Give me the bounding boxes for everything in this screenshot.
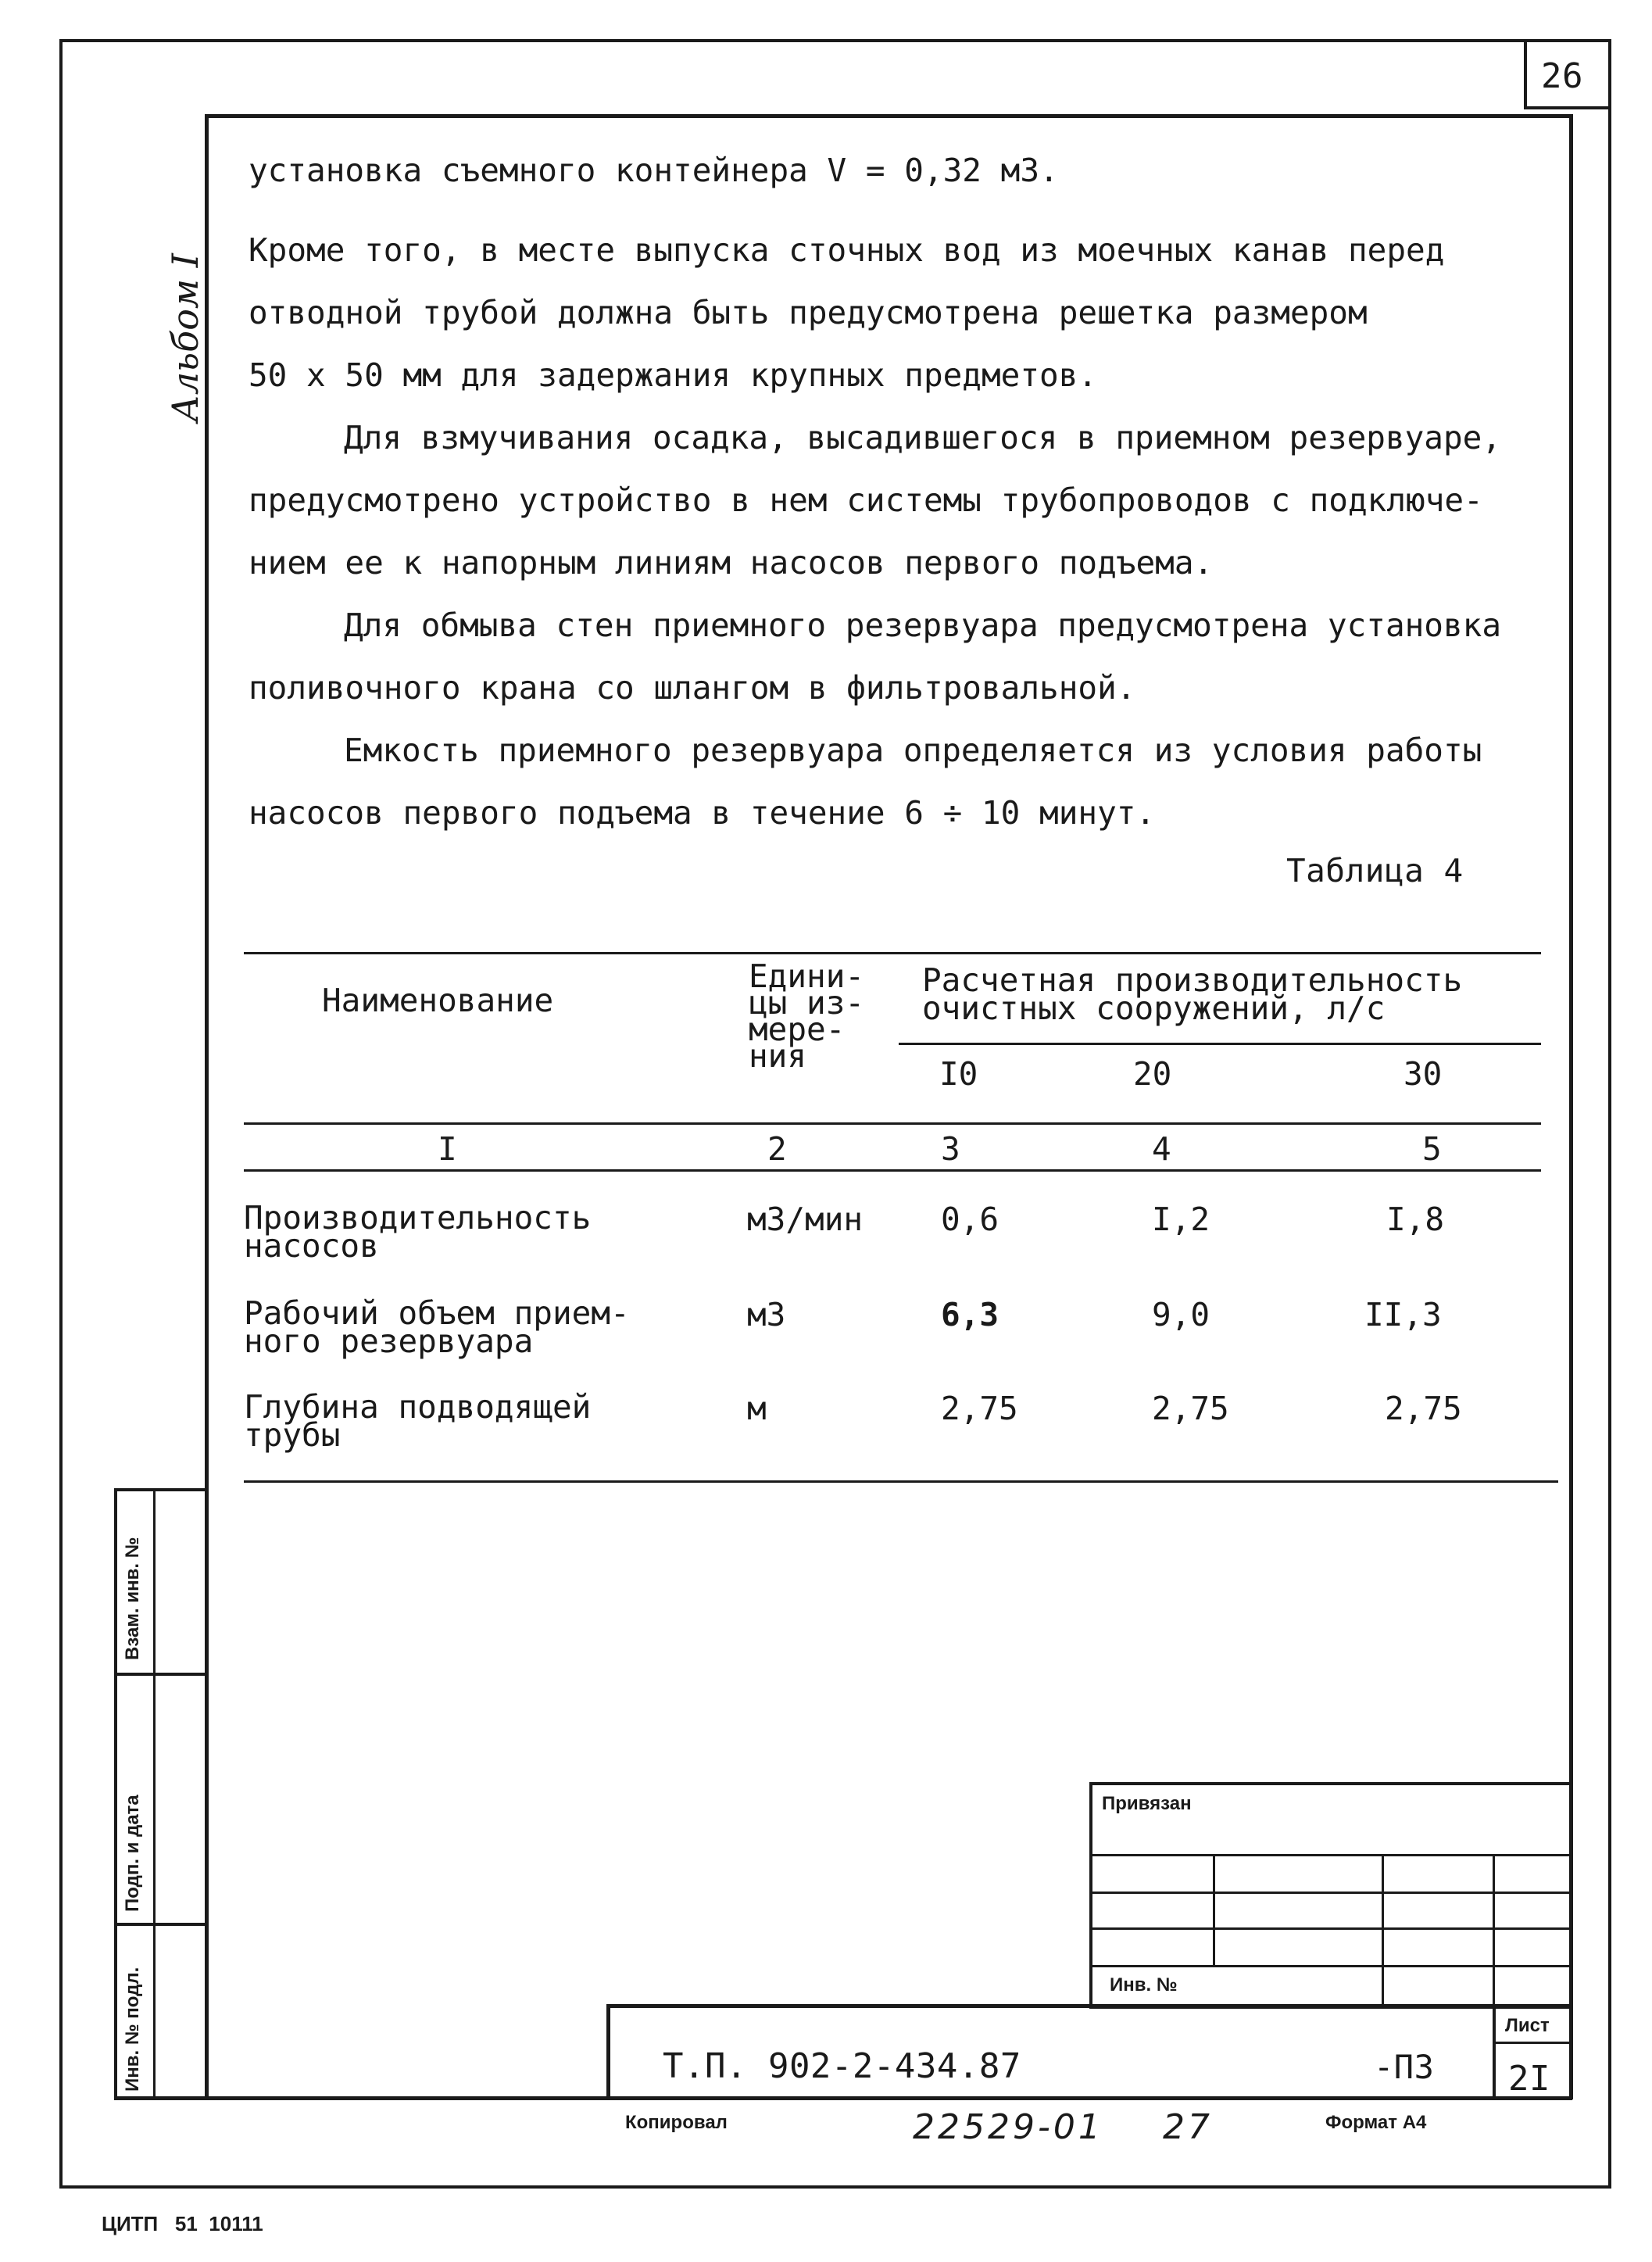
table-colnum-rule [244,1169,1541,1172]
paragraph-line: Для взмучивания осадка, высадившегося в приемном резервуаре, [344,419,1502,456]
stamp-grid-h [1089,1854,1572,1856]
album-label: Альбом I [164,253,206,422]
sheet-label: Лист [1505,2015,1550,2036]
side-box-vzam-inv: Взам. инв. № [122,1537,143,1660]
column-number: 2 [767,1130,787,1168]
paragraph-line: установка съемного контейнера V = 0,32 м3. [249,152,1059,189]
footer-copied-label: Копировал [625,2112,728,2133]
stamp-grid-h [1089,1892,1572,1894]
table-top-rule [244,952,1541,954]
stamp-grid-v [1493,1854,1495,2009]
stamp-grid-h [1089,1927,1572,1930]
row-value: II,3 [1364,1296,1442,1333]
side-boxes-divider-vertical [153,1488,156,2099]
footer-handwritten-page: 27 [1163,2107,1213,2147]
paragraph-line: нием ее к напорным линиям насосов первого подъема. [249,544,1214,582]
table-group-rule [899,1043,1541,1045]
page-number: 26 [1541,56,1583,96]
document-section: -ПЗ [1374,2048,1435,2086]
column-number: 4 [1152,1130,1171,1168]
paragraph-line: отводной трубой должна быть предусмотрена решетка размером [249,294,1368,331]
title-sheet-divider-v [1493,2004,1496,2099]
side-boxes-divider [114,1923,208,1926]
outer-frame-right [1608,39,1611,2189]
paragraph-line: Кроме того, в месте выпуска сточных вод из моечных канав перед [249,231,1445,269]
row-unit: м3/мин [747,1201,864,1238]
row-value: 2,75 [1385,1390,1462,1427]
footer-handwritten-number: 22529-01 [913,2107,1103,2147]
row-value: I,8 [1386,1201,1445,1238]
header-capacity-group: Расчетная производительность очистных сооружений, л/с [922,961,1463,1027]
stamp-privyazan-label: Привязан [1102,1793,1192,1814]
header-units: Едини- цы из- мере- ния [749,957,865,1075]
row-value: 2,75 [941,1390,1018,1427]
row-unit: м [747,1390,767,1427]
outer-frame-top [59,39,1611,42]
paragraph-line: насосов первого подъема в течение 6 ÷ 10 минут. [249,794,1156,832]
stamp-grid-v [1382,1854,1384,2009]
row-value: 9,0 [1152,1296,1210,1333]
row-value: 0,6 [941,1201,999,1238]
paragraph-line: 50 х 50 мм для задержания крупных предметов. [249,356,1098,394]
outer-frame-bottom [59,2185,1611,2189]
row-value: I,2 [1152,1201,1210,1238]
footer-print-code: ЦИТП 51 10111 [102,2212,263,2235]
row-name: Глубина подводящей трубы [244,1388,592,1454]
outer-frame-left [59,39,63,2189]
header-capacity-30: 30 [1403,1055,1443,1093]
side-box-podp-data: Подп. и дата [122,1795,143,1912]
paragraph-line: поливочного крана со шлангом в фильтровальной. [249,669,1136,707]
side-boxes-divider [114,1673,208,1676]
stamp-grid-v [1213,1854,1215,1967]
column-number: I [438,1130,457,1168]
column-number: 3 [941,1130,960,1168]
table-bottom-rule [244,1480,1558,1483]
document-designation: Т.П. 902-2-434.87 [663,2046,1021,2086]
side-box-inv-podl: Инв. № подл. [122,1967,143,2092]
header-capacity-10: I0 [939,1055,978,1093]
header-name: Наименование [322,982,554,1019]
row-name: Рабочий объем прием- ного резервуара [244,1294,630,1360]
header-capacity-20: 20 [1133,1055,1172,1093]
row-value: 2,75 [1152,1390,1229,1427]
paragraph-line: Для обмыва стен приемного резервуара предусмотрена установка [344,607,1502,644]
row-unit: м3 [747,1296,786,1333]
footer-format: Формат А4 [1325,2112,1427,2133]
column-number: 5 [1422,1130,1442,1168]
stamp-inv-no-label: Инв. № [1110,1974,1178,1995]
title-sheet-divider-h [1493,2042,1572,2044]
table-caption: Таблица 4 [1286,852,1464,889]
paragraph-line: Емкость приемного резервуара определяется из условия работы [344,732,1482,769]
row-name: Производительность насосов [244,1199,592,1265]
paragraph-line: предусмотрено устройство в нем системы трубопроводов с подключе- [249,481,1483,519]
row-value: 6,3 [941,1296,999,1333]
stamp-grid-h [1089,1965,1572,1967]
inner-frame-top [208,114,1572,118]
sheet-number: 2I [1508,2059,1550,2099]
table-header-rule [244,1122,1541,1125]
